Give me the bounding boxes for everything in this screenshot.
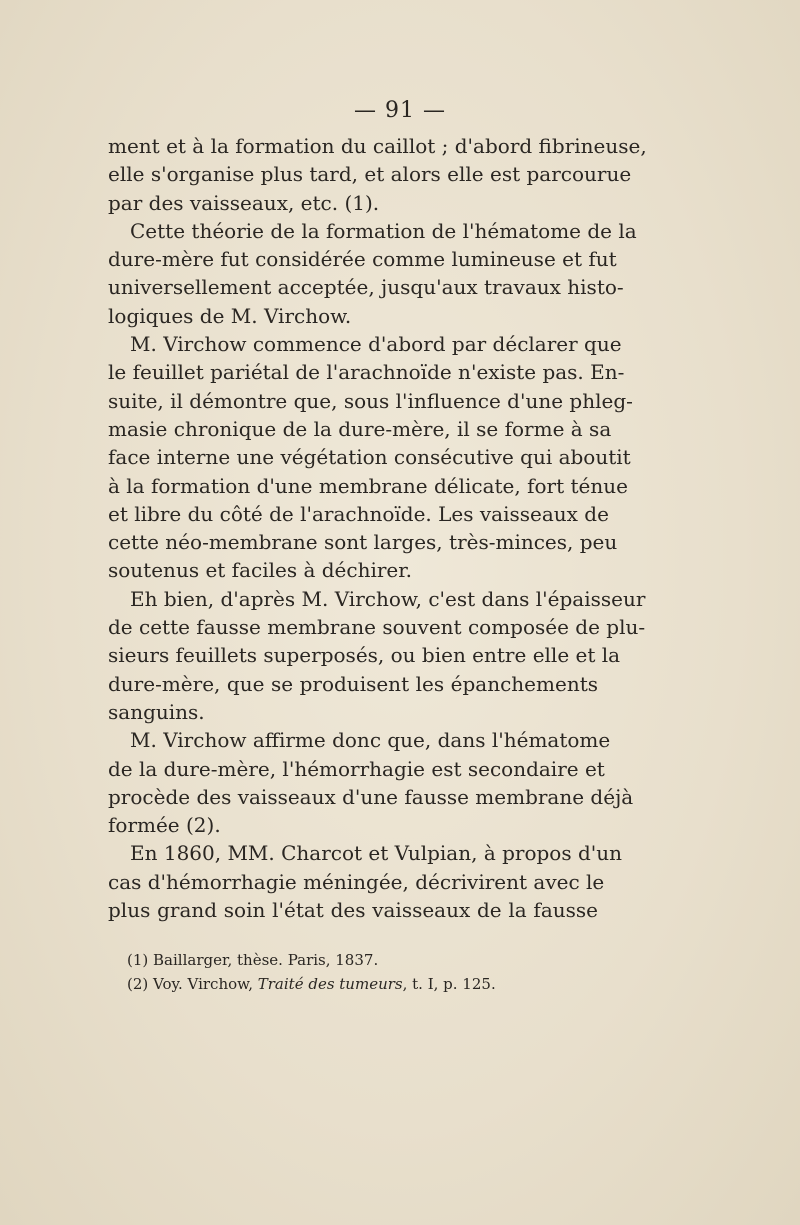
footnote-2-suffix: , t. I, p. 125. [402, 975, 496, 993]
footnotes [127, 948, 587, 996]
text-line: Cette théorie de la formation de l'hématome de la [130, 218, 637, 243]
text-line: Eh bien, d'après M. Virchow, c'est dans l'épaisseur [130, 586, 646, 611]
text-line: dure-mère fut considérée comme lumineuse et fut [108, 247, 617, 272]
text-line: face interne une végétation consécutive qui aboutit [108, 445, 631, 470]
text-line: et libre du côté de l'arachnoïde. Les vaisseaux de [108, 501, 609, 526]
text-line: elle s'organise plus tard, et alors elle est parcourue [108, 162, 632, 187]
text-line: soutenus et faciles à déchirer. [108, 558, 412, 583]
text-line: le feuillet pariétal de l'arachnoïde n'existe pas. En- [108, 360, 625, 385]
text-line: dure-mère, que se produisent les épanchements [108, 671, 598, 696]
body-text [108, 132, 647, 924]
text-line: En 1860, MM. Charcot et Vulpian, à propos d'un [130, 841, 623, 866]
text-line: ment et à la formation du caillot ; d'abord fibrineuse, [108, 134, 647, 158]
text-line: suite, il démontre que, sous l'influence d'une phleg- [108, 388, 633, 413]
footnote-2 [127, 972, 587, 996]
footnote-2-prefix: (2) Voy. Virchow, [127, 975, 258, 993]
text-line: universellement acceptée, jusqu'aux travaux histo- [108, 275, 624, 300]
text-line: à la formation d'une membrane délicate, fort ténue [108, 473, 628, 498]
footnote-1: (1) Baillarger, thèse. Paris, 1837. [127, 951, 379, 969]
text-line: M. Virchow commence d'abord par déclarer que [130, 332, 622, 357]
text-line: de la dure-mère, l'hémorrhagie est secondaire et [108, 756, 605, 781]
text-line: masie chronique de la dure-mère, il se forme à sa [108, 416, 612, 441]
text-line: de cette fausse membrane souvent composée de plu- [108, 615, 646, 640]
text-line: sanguins. [108, 699, 205, 724]
text-line: plus grand soin l'état des vaisseaux de la fausse [108, 898, 598, 923]
text-line: formée (2). [108, 813, 221, 838]
page-number-header: — 91 — [354, 98, 446, 123]
text-line: cette néo-membrane sont larges, très-minces, peu [108, 530, 618, 555]
text-line: cas d'hémorrhagie méningée, décrivirent avec le [108, 869, 605, 894]
text-line: procède des vaisseaux d'une fausse membrane déjà [108, 784, 634, 809]
text-line: logiques de M. Virchow. [108, 303, 352, 328]
footnote-2-title: Traité des tumeurs [257, 975, 403, 993]
text-line: par des vaisseaux, etc. (1). [108, 190, 380, 215]
text-line: sieurs feuillets superposés, ou bien entre elle et la [108, 643, 621, 668]
text-line: M. Virchow affirme donc que, dans l'hématome [130, 728, 611, 753]
